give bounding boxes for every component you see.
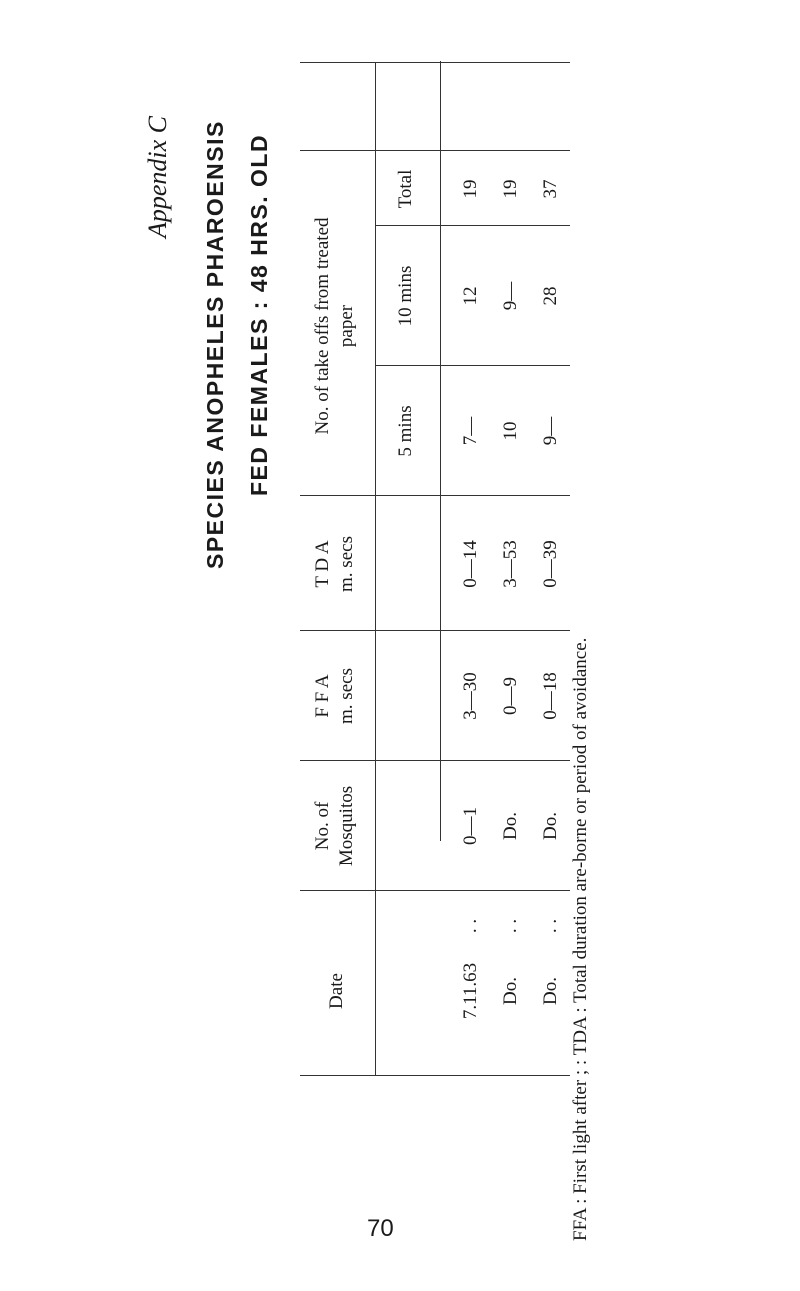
col-sep-6 [375, 225, 570, 226]
header-treated-5: 5 mins [395, 405, 416, 457]
col-sep-4 [300, 495, 570, 496]
col-sep-3 [300, 630, 570, 631]
table-cell-dots: . . [460, 918, 481, 934]
table-cell-t5: 10 [500, 421, 521, 441]
table-cell-t10: 28 [540, 286, 561, 306]
col-sep-7 [300, 150, 570, 151]
header-treated-group-2: paper [336, 304, 357, 348]
col-sep-1 [300, 890, 570, 891]
table-cell-dots: . . [540, 918, 561, 934]
table-cell-t5: 7— [460, 416, 481, 446]
table-cell-ttot: 19 [460, 179, 481, 199]
col-sep-2 [300, 760, 570, 761]
table-cell-mosq: Do. [500, 812, 521, 840]
table-left-border [300, 1075, 570, 1076]
header-tda-unit: m. secs [336, 536, 357, 592]
table-cell-mosq: 0—1 [460, 807, 481, 845]
table-cell-ttot: 37 [540, 179, 561, 199]
page-number: 70 [367, 1215, 394, 1242]
footnote: FFA : First light after ; : TDA : Total duration are-borne or period of avoidance. [570, 637, 591, 1241]
header-date: Date [326, 973, 347, 1009]
table-cell-ffa: 0—18 [540, 672, 561, 720]
table-cell-ttot: 19 [500, 179, 521, 199]
header-tda: T D A [312, 540, 333, 588]
title-line-1: SPECIES ANOPHELES PHAROENSIS [202, 120, 228, 569]
header-treated-group: No. of take offs from treated [312, 217, 333, 435]
table-cell-ffa: 0—9 [500, 677, 521, 715]
table-cell-mosq: Do. [540, 812, 561, 840]
header-ffa: F F A [312, 674, 333, 718]
table-cell-tda: 0—14 [460, 540, 481, 588]
table-cell-t10: 12 [460, 286, 481, 306]
table-cell-tda: 3—53 [500, 540, 521, 588]
appendix-label: Appendix C [143, 115, 172, 238]
table-cell-t5: 9— [540, 416, 561, 446]
table-cell-date: Do. [500, 977, 521, 1005]
table-cell-tda: 0—39 [540, 540, 561, 588]
title-line-2: FED FEMALES : 48 HRS. OLD [246, 133, 272, 496]
header-treated-total: Total [395, 169, 416, 209]
header-divider [375, 63, 376, 1076]
table-cell-date: Do. [540, 977, 561, 1005]
table-cell-t10: 9— [500, 281, 521, 311]
header-ffa-unit: m. secs [336, 668, 357, 724]
header-treated-10: 10 mins [395, 265, 416, 327]
table-cell-ffa: 3—30 [460, 672, 481, 720]
table-right-border [300, 62, 570, 63]
header-no-mosquitos: No. of [312, 801, 333, 851]
table-cell-date: 7.11.63 [460, 962, 481, 1020]
subheader-divider [440, 61, 441, 841]
col-sep-5 [375, 365, 570, 366]
table-cell-dots: . . [500, 918, 521, 934]
header-no-mosquitos-2: Mosquitos [336, 785, 357, 867]
